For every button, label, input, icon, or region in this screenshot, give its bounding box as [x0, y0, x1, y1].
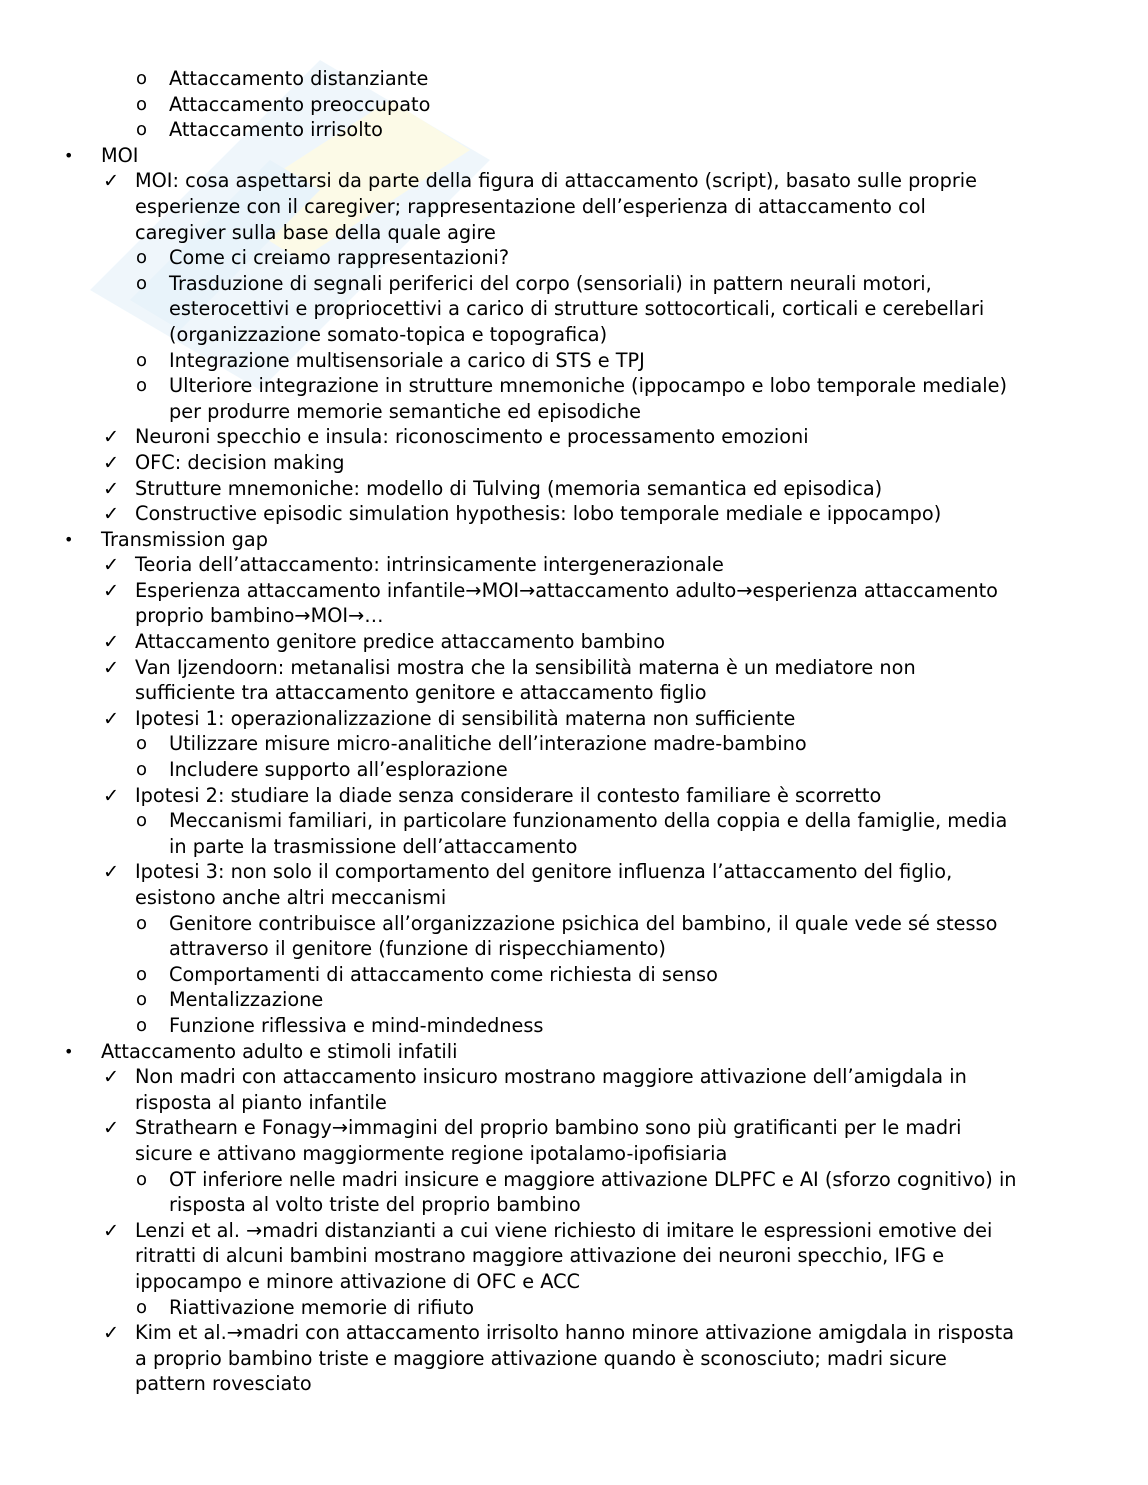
list-item-continuation — [0, 194, 1148, 220]
list-item-text: Strutture mnemoniche: modello di Tulving (memoria semantica ed episodica) — [135, 476, 883, 500]
checkmark-icon: ✓ — [103, 425, 120, 449]
list-item — [0, 450, 1148, 476]
list-item-text: (organizzazione somato-topica e topografica) — [169, 322, 608, 346]
list-item — [0, 706, 1148, 732]
list-item — [0, 859, 1148, 885]
sub-bullet-icon: o — [136, 247, 148, 269]
list-item-continuation — [0, 834, 1148, 860]
checkmark-icon: ✓ — [103, 1116, 120, 1140]
list-item — [0, 424, 1148, 450]
list-item-text: attraverso il genitore (funzione di rispecchiamento) — [169, 937, 666, 961]
list-item-text: in parte la trasmissione dell’attaccamento — [169, 834, 578, 858]
list-item-text: esistono anche altri meccanismi — [135, 886, 447, 909]
list-item-text: ritratti di alcuni bambini mostrano maggiore attivazione dei neuroni specchio, IFG e — [135, 1244, 945, 1268]
list-item-text: per produrre memorie semantiche ed episodiche — [169, 399, 642, 423]
sub-bullet-icon: o — [136, 989, 148, 1011]
list-item — [0, 987, 1148, 1013]
list-item — [0, 476, 1148, 502]
list-item-text: Attaccamento irrisolto — [169, 118, 383, 142]
list-item — [0, 1039, 1148, 1065]
list-item-text: esperienze con il caregiver; rappresentazione dell’esperienza di attaccamento col — [135, 194, 926, 218]
list-item-continuation — [0, 1090, 1148, 1116]
list-item — [0, 962, 1148, 988]
list-item — [0, 1218, 1148, 1244]
list-item-continuation — [0, 680, 1148, 706]
list-item-text: Attaccamento adulto e stimoli infatili — [101, 1039, 458, 1063]
list-item-continuation — [0, 1346, 1148, 1372]
checkmark-icon: ✓ — [103, 860, 120, 884]
list-item-text: Kim et al.→madri con attaccamento irrisolto hanno minore attivazione amigdala in risposta — [135, 1321, 1015, 1345]
list-item — [0, 92, 1148, 118]
list-item-text: Meccanismi familiari, in particolare funzionamento della coppia e della famiglie, media — [169, 809, 1008, 833]
list-item — [0, 527, 1148, 553]
list-item-text: OFC: decision making — [135, 450, 345, 474]
list-item-text: Trasduzione di segnali periferici del corpo (sensoriali) in pattern neurali motori, — [169, 271, 932, 295]
list-item-text: Ipotesi 2: studiare la diade senza considerare il contesto familiare è scorretto — [135, 783, 882, 807]
checkmark-icon: ✓ — [103, 1218, 120, 1242]
list-item-continuation — [0, 296, 1148, 322]
list-item-text: Ulteriore integrazione in strutture mnemoniche (ippocampo e lobo temporale mediale) — [169, 374, 1008, 398]
sub-bullet-icon: o — [136, 375, 148, 397]
list-item — [0, 271, 1148, 297]
list-item-text: Attaccamento distanziante — [169, 67, 429, 90]
bullet-icon: • — [64, 529, 74, 549]
list-item — [0, 168, 1148, 194]
list-item-text: Constructive episodic simulation hypothesis: lobo temporale mediale e ippocampo) — [135, 502, 942, 526]
sub-bullet-icon: o — [136, 93, 148, 115]
list-item-text: proprio bambino→MOI→… — [135, 604, 384, 628]
list-item-continuation — [0, 1243, 1148, 1269]
list-item-text: Come ci creiamo rappresentazioni? — [169, 246, 510, 270]
list-item — [0, 629, 1148, 655]
bullet-icon: • — [64, 145, 74, 165]
list-item — [0, 655, 1148, 681]
sub-bullet-icon: o — [136, 963, 148, 985]
list-item — [0, 66, 1148, 92]
list-item — [0, 1320, 1148, 1346]
sub-bullet-icon: o — [136, 733, 148, 755]
list-item-text: Non madri con attaccamento insicuro mostrano maggiore attivazione dell’amigdala in — [135, 1065, 967, 1089]
list-item-continuation — [0, 936, 1148, 962]
list-item-text: caregiver sulla base della quale agire — [135, 220, 496, 244]
sub-bullet-icon: o — [136, 810, 148, 832]
list-item — [0, 348, 1148, 374]
list-item-text: Esperienza attaccamento infantile→MOI→attaccamento adulto→esperienza attaccamento — [135, 578, 998, 602]
list-item-text: Teoria dell’attaccamento: intrinsicamente intergenerazionale — [135, 553, 724, 577]
list-item-text: Riattivazione memorie di rifiuto — [169, 1295, 474, 1319]
list-item — [0, 117, 1148, 143]
sub-bullet-icon: o — [136, 1014, 148, 1036]
list-item-text: Mentalizzazione — [169, 988, 324, 1012]
checkmark-icon: ✓ — [103, 553, 120, 577]
list-item-text: Transmission gap — [101, 527, 268, 551]
bullet-icon: • — [64, 1041, 74, 1061]
sub-bullet-icon: o — [136, 1168, 148, 1190]
list-item-text: Lenzi et al. →madri distanzianti a cui viene richiesto di imitare le espressioni emotive dei — [135, 1218, 993, 1242]
sub-bullet-icon: o — [136, 759, 148, 781]
checkmark-icon: ✓ — [103, 655, 120, 679]
sub-bullet-icon: o — [136, 272, 148, 294]
list-item-continuation — [0, 603, 1148, 629]
sub-bullet-icon: o — [136, 1296, 148, 1318]
list-item-text: Attaccamento preoccupato — [169, 92, 431, 116]
list-item-continuation — [0, 1269, 1148, 1295]
list-item-text: Ipotesi 3: non solo il comportamento del genitore influenza l’attaccamento del figlio, — [135, 860, 953, 884]
list-item-text: MOI: cosa aspettarsi da parte della figura di attaccamento (script), basato sulle proprie — [135, 169, 977, 193]
list-item-continuation — [0, 1371, 1148, 1397]
list-item-text: Strathearn e Fonagy→immagini del proprio bambino sono più gratificanti per le madri — [135, 1116, 962, 1140]
list-item — [0, 731, 1148, 757]
checkmark-icon: ✓ — [103, 502, 120, 526]
list-item — [0, 143, 1148, 169]
list-item — [0, 1167, 1148, 1193]
list-item-text: esterocettivi e propriocettivi a carico di strutture sottocorticali, corticali e cerebellari — [169, 297, 985, 321]
list-item-text: Funzione riflessiva e mind-mindedness — [169, 1013, 544, 1037]
list-item-continuation — [0, 1192, 1148, 1218]
list-item-text: pattern rovesciato — [135, 1372, 312, 1396]
sub-bullet-icon: o — [136, 119, 148, 141]
list-item — [0, 578, 1148, 604]
list-item-continuation — [0, 220, 1148, 246]
sub-bullet-icon: o — [136, 68, 148, 89]
checkmark-icon: ✓ — [103, 578, 120, 602]
list-item-text: sicure e attivano maggiormente regione ipotalamo-ipofisiaria — [135, 1141, 728, 1165]
list-item-text: sufficiente tra attaccamento genitore e attaccamento figlio — [135, 681, 707, 705]
list-item — [0, 808, 1148, 834]
checkmark-icon: ✓ — [103, 476, 120, 500]
list-item-text: Van Ijzendoorn: metanalisi mostra che la sensibilità materna è un mediatore non — [135, 655, 916, 679]
list-item — [0, 373, 1148, 399]
list-item-text: ippocampo e minore attivazione di OFC e ACC — [135, 1269, 580, 1293]
checkmark-icon: ✓ — [103, 450, 120, 474]
document-body — [0, 66, 1148, 1397]
list-item-text: Ipotesi 1: operazionalizzazione di sensibilità materna non sufficiente — [135, 706, 796, 730]
list-item-text: Utilizzare misure micro-analitiche dell’interazione madre-bambino — [169, 732, 807, 756]
list-item-continuation — [0, 322, 1148, 348]
list-item — [0, 1013, 1148, 1039]
list-item — [0, 1115, 1148, 1141]
list-item-text: risposta al pianto infantile — [135, 1090, 387, 1114]
checkmark-icon: ✓ — [103, 1065, 120, 1089]
list-item-text: Comportamenti di attaccamento come richiesta di senso — [169, 962, 718, 986]
list-item — [0, 245, 1148, 271]
list-item-continuation — [0, 885, 1148, 911]
checkmark-icon: ✓ — [103, 630, 120, 654]
checkmark-icon: ✓ — [103, 169, 120, 193]
checkmark-icon: ✓ — [103, 783, 120, 807]
list-item — [0, 552, 1148, 578]
list-item-text: Includere supporto all’esplorazione — [169, 758, 508, 782]
list-item — [0, 1295, 1148, 1321]
list-item-text: Attaccamento genitore predice attaccamento bambino — [135, 630, 666, 654]
list-item-text: Genitore contribuisce all’organizzazione psichica del bambino, il quale vede sé stesso — [169, 911, 998, 935]
list-item — [0, 1064, 1148, 1090]
list-item-continuation — [0, 1141, 1148, 1167]
list-item-text: Integrazione multisensoriale a carico di STS e TPJ — [169, 348, 645, 372]
list-item — [0, 757, 1148, 783]
sub-bullet-icon: o — [136, 349, 148, 371]
list-item — [0, 911, 1148, 937]
list-item-text: MOI — [101, 143, 139, 167]
list-item — [0, 783, 1148, 809]
checkmark-icon: ✓ — [103, 1321, 120, 1345]
list-item-text: a proprio bambino triste e maggiore attivazione quando è sconosciuto; madri sicure — [135, 1346, 947, 1370]
list-item-continuation — [0, 399, 1148, 425]
list-item — [0, 501, 1148, 527]
sub-bullet-icon: o — [136, 912, 148, 934]
checkmark-icon: ✓ — [103, 706, 120, 730]
list-item-text: OT inferiore nelle madri insicure e maggiore attivazione DLPFC e AI (sforzo cognitivo) in — [169, 1167, 1017, 1191]
list-item-text: risposta al volto triste del proprio bambino — [169, 1193, 581, 1217]
list-item-text: Neuroni specchio e insula: riconoscimento e processamento emozioni — [135, 425, 809, 449]
